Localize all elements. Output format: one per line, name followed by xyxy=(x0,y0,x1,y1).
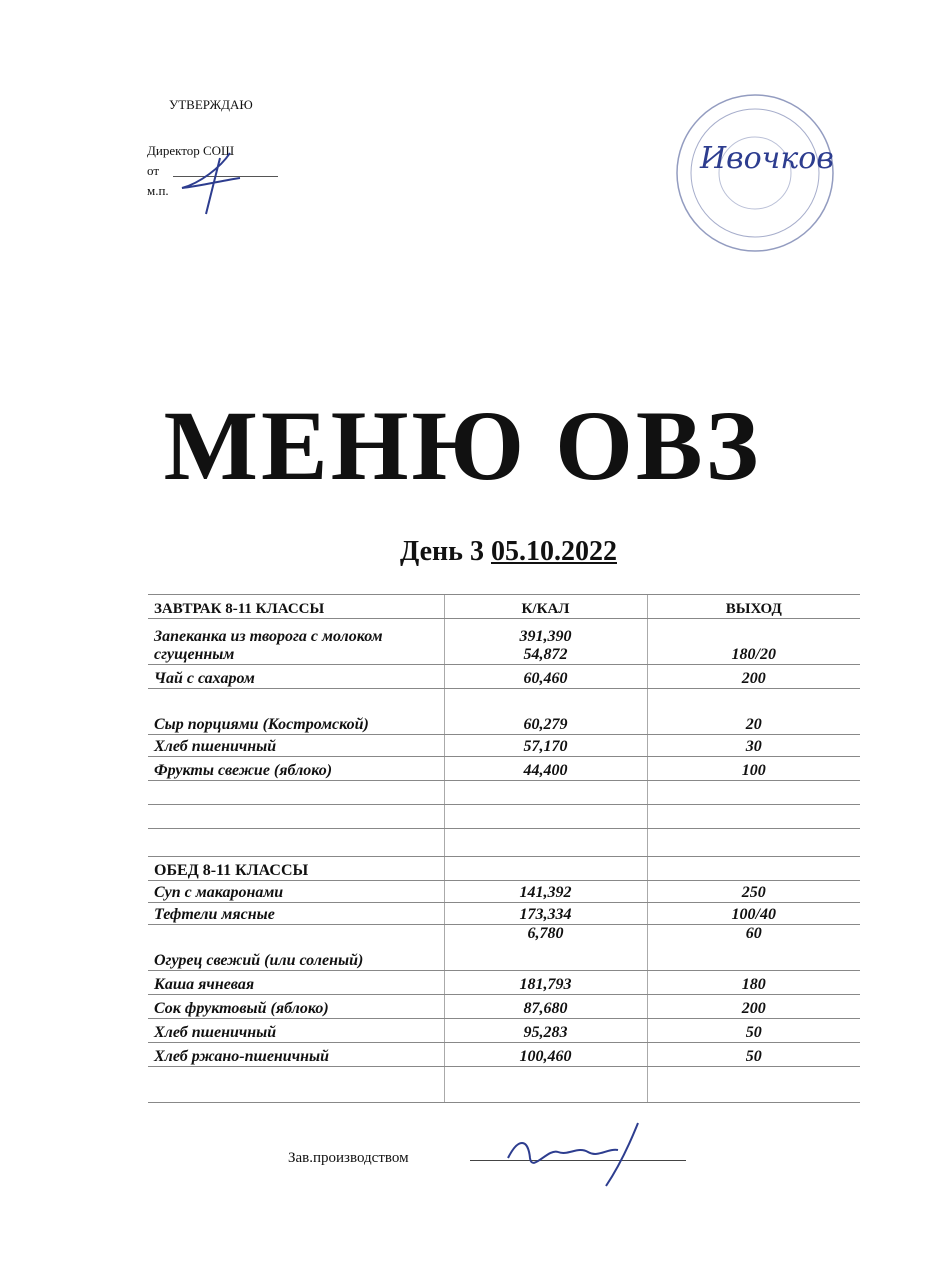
empty-row xyxy=(148,805,860,829)
menu-table xyxy=(148,594,860,1103)
menu-date: 05.10.2022 xyxy=(490,536,617,567)
table-row xyxy=(148,1043,860,1067)
dish-yield: 180 xyxy=(647,971,860,995)
dish-kcal: 100,460 xyxy=(444,1043,647,1067)
approval-from: от xyxy=(147,163,160,178)
table-row xyxy=(148,925,860,971)
dish-name: Фрукты свежие (яблоко) xyxy=(148,757,444,781)
day-heading xyxy=(400,536,617,568)
dish-kcal: 6,780 xyxy=(444,925,647,971)
dish-kcal: 60,279 xyxy=(444,689,647,735)
day-label: День 3 xyxy=(400,536,484,567)
dish-yield: 200 xyxy=(647,995,860,1019)
table-row xyxy=(148,757,860,781)
table-row xyxy=(148,881,860,903)
lunch-header: ОБЕД 8-11 КЛАССЫ xyxy=(148,857,444,881)
dish-yield: 180/20 xyxy=(647,619,860,665)
table-row xyxy=(148,619,860,665)
dish-kcal-value-2: 54,872 xyxy=(523,646,568,663)
dish-yield: 100/40 xyxy=(647,903,860,925)
dish-kcal: 57,170 xyxy=(444,735,647,757)
breakfast-header: ЗАВТРАК 8-11 КЛАССЫ xyxy=(148,595,444,619)
dish-name: Чай с сахаром xyxy=(148,665,444,689)
page-title: МЕНЮ ОВЗ xyxy=(163,390,762,501)
dish-name: Огурец свежий (или соленый) xyxy=(148,925,444,971)
dish-kcal: 181,793 xyxy=(444,971,647,995)
manager-signature xyxy=(488,1118,668,1188)
production-manager-label: Зав.производством xyxy=(288,1150,409,1166)
dish-yield: 100 xyxy=(647,757,860,781)
table-row xyxy=(148,665,860,689)
seal-signature: Ивочков xyxy=(700,141,834,176)
approval-title: УТВЕРЖДАЮ xyxy=(169,97,253,112)
dish-name: Тефтели мясные xyxy=(148,903,444,925)
dish-name: Хлеб пшеничный xyxy=(148,735,444,757)
empty-row xyxy=(148,781,860,805)
director-position: Директор СОШ xyxy=(147,143,235,158)
dish-yield: 50 xyxy=(647,1043,860,1067)
dish-kcal xyxy=(444,619,647,665)
yield-header: ВЫХОД xyxy=(647,595,860,619)
table-row xyxy=(148,995,860,1019)
dish-yield: 20 xyxy=(647,689,860,735)
table-row xyxy=(148,903,860,925)
dish-name: Сыр порциями (Костромской) xyxy=(148,689,444,735)
official-seal xyxy=(670,88,840,258)
table-row xyxy=(148,1019,860,1043)
lunch-header-row xyxy=(148,857,860,881)
kcal-header: К/КАЛ xyxy=(444,595,647,619)
breakfast-header-row xyxy=(148,595,860,619)
dish-name: Суп с макаронами xyxy=(148,881,444,903)
table-row xyxy=(148,971,860,995)
dish-yield: 250 xyxy=(647,881,860,903)
table-row xyxy=(148,735,860,757)
table-row xyxy=(148,689,860,735)
dish-name: Каша ячневая xyxy=(148,971,444,995)
dish-kcal: 173,334 xyxy=(444,903,647,925)
dish-kcal: 44,400 xyxy=(444,757,647,781)
dish-kcal: 95,283 xyxy=(444,1019,647,1043)
director-signature xyxy=(170,148,260,218)
dish-kcal: 60,460 xyxy=(444,665,647,689)
dish-name: Хлеб ржано-пшеничный xyxy=(148,1043,444,1067)
dish-yield: 30 xyxy=(647,735,860,757)
dish-yield: 60 xyxy=(647,925,860,971)
dish-kcal-value: 391,390 xyxy=(519,628,572,645)
empty-row xyxy=(148,829,860,857)
dish-yield: 50 xyxy=(647,1019,860,1043)
dish-name: Сок фруктовый (яблоко) xyxy=(148,995,444,1019)
empty-row xyxy=(148,1067,860,1103)
dish-name: Запеканка из творога с молоком сгущенным xyxy=(148,619,444,665)
dish-yield: 200 xyxy=(647,665,860,689)
stamp-place: м.п. xyxy=(147,183,169,198)
dish-kcal: 87,680 xyxy=(444,995,647,1019)
dish-kcal: 141,392 xyxy=(444,881,647,903)
dish-name: Хлеб пшеничный xyxy=(148,1019,444,1043)
